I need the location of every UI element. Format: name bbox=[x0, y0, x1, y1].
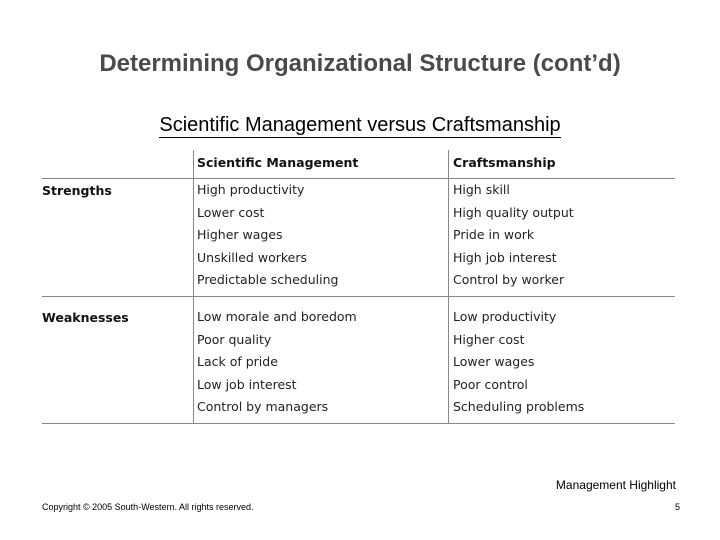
page-number: 5 bbox=[674, 502, 680, 512]
list-item: High skill bbox=[453, 182, 510, 197]
list-item: Low job interest bbox=[197, 376, 297, 392]
list-item: Poor quality bbox=[197, 331, 272, 347]
column-divider bbox=[448, 150, 449, 424]
header-divider bbox=[42, 178, 675, 179]
list-item: Low productivity bbox=[453, 309, 557, 324]
list-item: Control by worker bbox=[453, 272, 565, 288]
weaknesses-craftsmanship-list bbox=[453, 306, 584, 419]
list-item: High job interest bbox=[453, 249, 557, 265]
list-item: Unskilled workers bbox=[197, 249, 307, 265]
column-header-scientific: Scientific Management bbox=[197, 155, 359, 170]
strengths-scientific-list bbox=[197, 179, 338, 292]
slide-subtitle bbox=[0, 114, 720, 137]
copyright-notice: Copyright © 2005 South-Western. All rights reserved. bbox=[42, 502, 254, 512]
table-bottom-border bbox=[42, 423, 675, 424]
list-item: Higher wages bbox=[197, 227, 283, 243]
row-divider bbox=[42, 296, 675, 297]
list-item: Higher cost bbox=[453, 331, 525, 347]
list-item: Control by managers bbox=[197, 399, 329, 415]
weaknesses-scientific-list bbox=[197, 306, 357, 419]
list-item: Lower wages bbox=[453, 354, 535, 370]
slide-title: Determining Organizational Structure (cont’d) bbox=[99, 50, 621, 77]
list-item: Poor control bbox=[453, 376, 528, 392]
list-item: High quality output bbox=[453, 204, 574, 220]
comparison-table bbox=[42, 150, 675, 424]
column-divider bbox=[193, 150, 194, 424]
strengths-craftsmanship-list bbox=[453, 179, 574, 292]
row-label-weaknesses: Weaknesses bbox=[42, 310, 129, 325]
list-item: Low morale and boredom bbox=[197, 309, 357, 324]
subtitle-text: Scientific Management versus Craftsmanship bbox=[159, 114, 561, 136]
row-label-strengths: Strengths bbox=[42, 183, 112, 198]
list-item: Scheduling problems bbox=[453, 399, 585, 415]
list-item: Predictable scheduling bbox=[197, 272, 339, 288]
list-item: Lower cost bbox=[197, 204, 265, 220]
column-header-craftsmanship: Craftsmanship bbox=[453, 155, 556, 170]
list-item: Lack of pride bbox=[197, 354, 278, 370]
management-highlight-label: Management Highlight bbox=[555, 478, 676, 492]
list-item: High productivity bbox=[197, 182, 305, 197]
list-item: Pride in work bbox=[453, 227, 535, 243]
